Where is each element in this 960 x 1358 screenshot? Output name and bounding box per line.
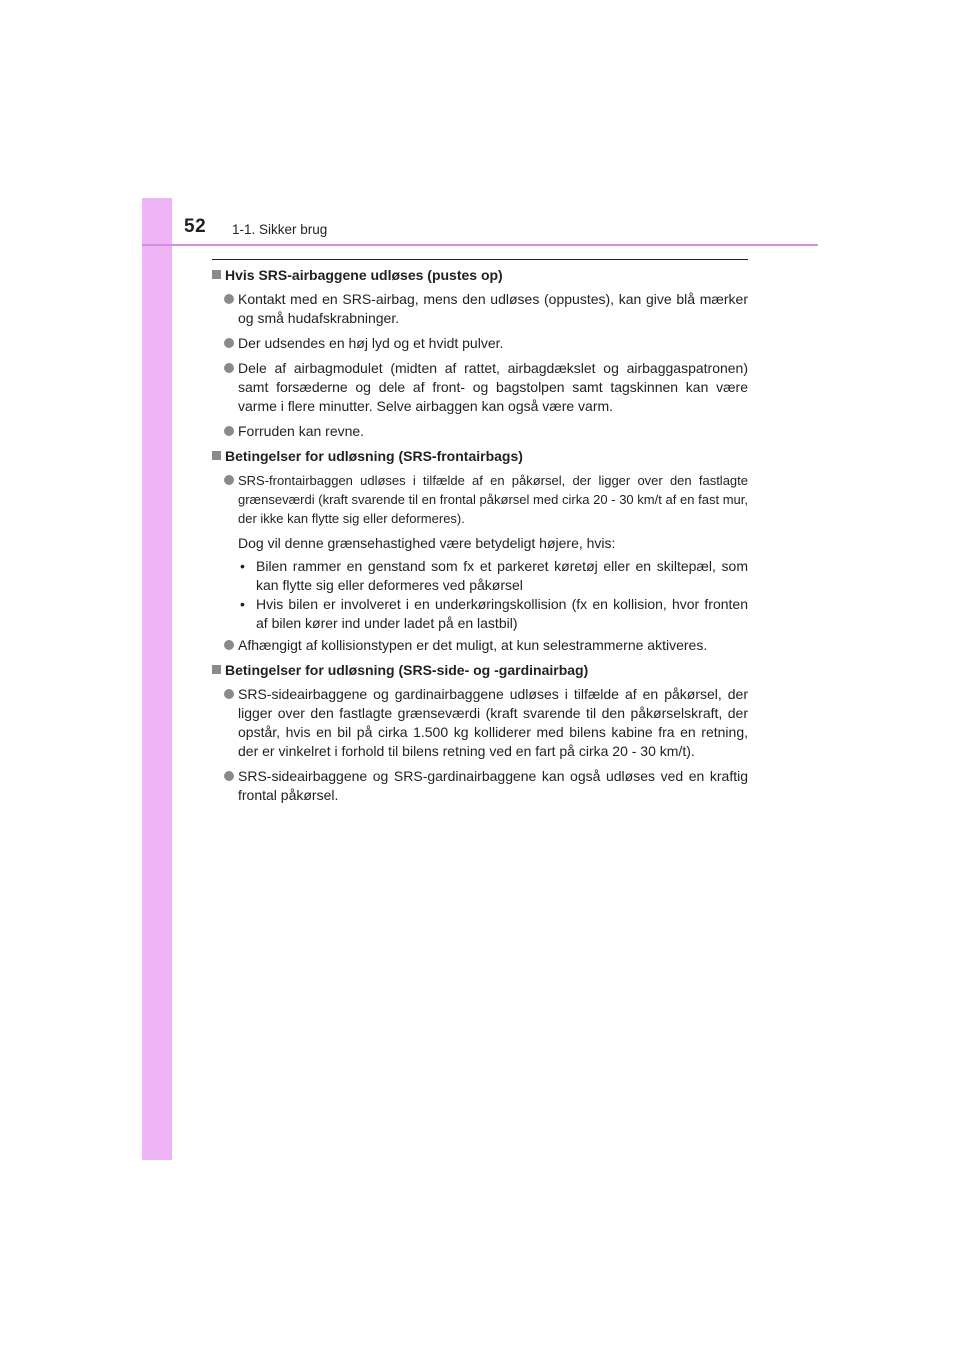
list-item: SRS-sideairbaggene og SRS-gardinairbaggene kan også udløses ved en kraftig frontal påkørsel. bbox=[212, 767, 748, 805]
circle-bullet-icon bbox=[224, 294, 234, 304]
list-item: Kontakt med en SRS-airbag, mens den udløses (oppustes), kan give blå mærker og små hudafskrabninger. bbox=[212, 290, 748, 328]
circle-bullet-icon bbox=[224, 771, 234, 781]
header-band bbox=[142, 198, 818, 244]
circle-bullet-icon bbox=[224, 640, 234, 650]
sub-list-item: • Hvis bilen er involveret i en underkøringskollision (fx en kollision, hvor fronten af bilen kører ind under ladet på en lastbil) bbox=[240, 596, 748, 631]
content-top-rule bbox=[212, 259, 748, 260]
square-bullet-icon bbox=[212, 451, 221, 460]
paragraph: Dog vil denne grænsehastighed være betydeligt højere, hvis: bbox=[238, 535, 616, 551]
sub-bullet-marker: • bbox=[240, 596, 245, 612]
square-bullet-icon bbox=[212, 665, 221, 674]
sub-bullet-marker: • bbox=[240, 558, 245, 574]
section-heading: Hvis SRS-airbaggene udløses (pustes op) bbox=[212, 266, 748, 285]
circle-bullet-icon bbox=[224, 426, 234, 436]
circle-bullet-icon bbox=[224, 475, 234, 485]
list-item: Forruden kan revne. bbox=[212, 422, 748, 441]
content bbox=[212, 266, 748, 811]
page-sidebar-band bbox=[142, 198, 172, 1160]
list-item: SRS-frontairbaggen udløses i tilfælde af en påkørsel, der ligger over den fastlagte grænseværdi (kraft svarende til en frontal påkørsel med cirka 20 - 30 km/t af en fast mur, der ikke kan flytte sig eller deformeres). bbox=[212, 471, 748, 528]
list-item: Der udsendes en høj lyd og et hvidt pulver. bbox=[212, 334, 748, 353]
section-title: 1-1. Sikker brug bbox=[232, 222, 328, 237]
section-heading: Betingelser for udløsning (SRS-side- og -gardinairbag) bbox=[212, 661, 748, 680]
page-number: 52 bbox=[184, 216, 207, 237]
list-item: Dele af airbagmodulet (midten af rattet, airbagdækslet og airbaggaspatronen) samt forsæderne og dele af front- og bagstolpen samt tagskinnen kan være varme i flere minutter. Selve airbaggen kan også være varm. bbox=[212, 359, 748, 416]
circle-bullet-icon bbox=[224, 338, 234, 348]
list-item: SRS-sideairbaggene og gardinairbaggene udløses i tilfælde af en påkørsel, der ligger over den fastlagte grænseværdi (kraft svarende til den påkørselskraft, der opstår, hvis en bil på cirka 1.500 kg kolliderer med bilens kabine fra en retning, der er vinkelret i forhold til bilens retning ved en fart på cirka 20 - 30 km/t). bbox=[212, 685, 748, 761]
list-item: Afhængigt af kollisionstypen er det muligt, at kun selestrammerne aktiveres. bbox=[212, 636, 748, 655]
square-bullet-icon bbox=[212, 270, 221, 279]
sub-list-item: • Bilen rammer en genstand som fx et parkeret køretøj eller en skiltepæl, som kan flytte sig eller deformeres ved påkørsel bbox=[240, 558, 748, 593]
header-sidebar-tab bbox=[142, 198, 172, 244]
section-heading: Betingelser for udløsning (SRS-frontairbags) bbox=[212, 447, 748, 466]
header-divider bbox=[142, 244, 818, 246]
circle-bullet-icon bbox=[224, 689, 234, 699]
circle-bullet-icon bbox=[224, 363, 234, 373]
